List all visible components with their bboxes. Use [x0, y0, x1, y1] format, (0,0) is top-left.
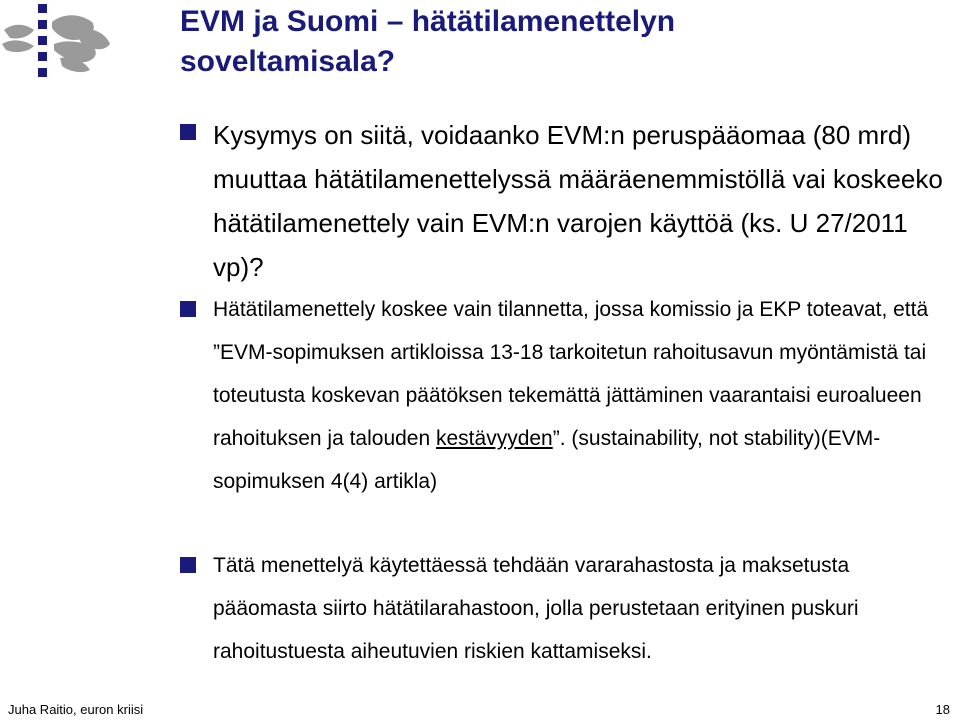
slide-title [180, 2, 940, 82]
underlined-term: kestävyyden [436, 427, 553, 450]
bullet-text-part: Hätätilamenettely koskee vain tilannetta, jossa komissio ja EKP toteavat, että ”EVM-sopimuksen artikloissa 13-18 tarkoitetun rahoitusavun myöntämistä tai toteutusta koskevan päätöksen tekemättä jättäminen vaarantaisi euroalueen rahoituksen ja talouden [213, 298, 929, 450]
square-bullet-icon [180, 124, 196, 140]
bullet-text: Kysymys on siitä, voidaanko EVM:n peruspääomaa (80 mrd) muuttaa hätätilamenettelyssä määräenemmistöllä vai koskeeko hätätilamenettely vain EVM:n varojen käyttöä (ks. U 27/2011 vp)? [213, 120, 943, 282]
footer-author: Juha Raitio, euron kriisi [8, 702, 144, 717]
bullet-text: Tätä menettelyä käytettäessä tehdään vararahastosta ja maksetusta pääomasta siirto hätätilarahastoon, jolla perustetaan erityinen puskuri rahoitustuesta aiheutuvien riskien kattamiseksi. [213, 554, 859, 663]
slide-title-line-2: soveltamisala? [180, 45, 396, 78]
square-bullet-icon [180, 557, 196, 573]
square-bullet-icon [180, 301, 196, 317]
slide-title-line-1: EVM ja Suomi – hätätilamenettelyn [180, 5, 676, 38]
university-logo-icon [0, 0, 130, 90]
bullet-text-part: ”. (sustainability, not stability)(EVM-sopimuksen 4(4) artikla) [213, 427, 881, 493]
page-number: 18 [935, 702, 950, 717]
bullet-text [213, 288, 943, 503]
